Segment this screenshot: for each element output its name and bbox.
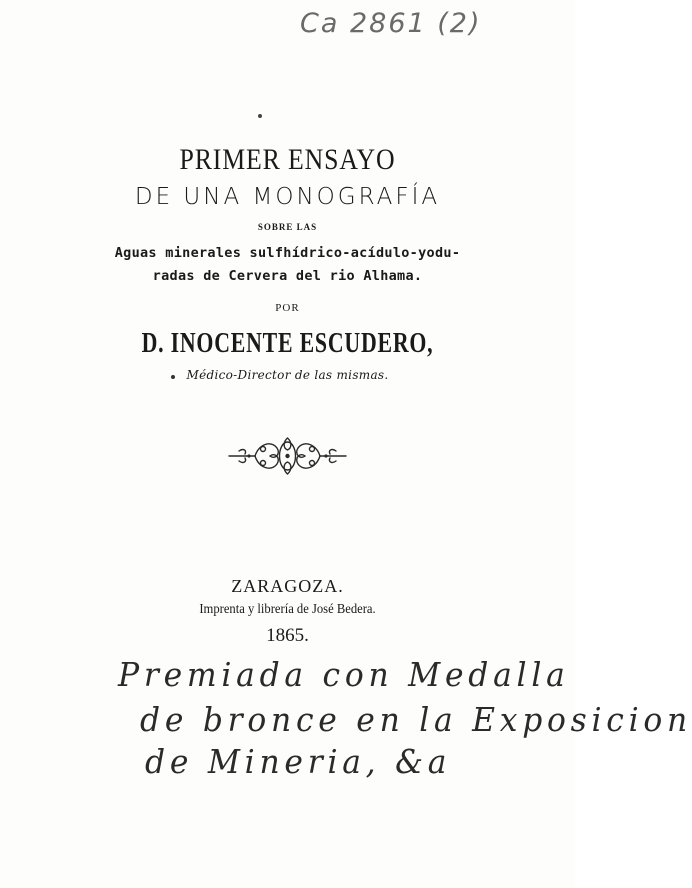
ornament-flourish-icon (225, 432, 350, 480)
handwritten-note-line-3: de Mineria, &a (145, 742, 452, 781)
printer-dot (258, 114, 262, 118)
shelfmark-handwritten: Ca 2861 (2) (300, 8, 482, 39)
handwritten-note-line-2: de bronce en la Exposicion (140, 700, 692, 739)
title-line-1: PRIMER ENSAYO (179, 143, 396, 176)
subject-line-2: radas de Cervera del rio Alhama. (152, 268, 423, 284)
byline-por: POR (275, 302, 300, 314)
imprint-year: 1865. (266, 625, 309, 646)
subject-line-1: Aguas minerales sulfhídrico-acídulo-yodu- (114, 245, 461, 261)
imprint-printer: Imprenta y librería de José Bedera. (199, 602, 376, 617)
title-line-2: DE UNA MONOGRAFÍA (134, 184, 441, 210)
handwritten-note-line-1: Premiada con Medalla (118, 655, 570, 694)
title-sobre: SOBRE LAS (257, 222, 318, 232)
author-role: Médico-Director de las mismas. (186, 368, 389, 382)
author-name: D. INOCENTE ESCUDERO, (141, 328, 434, 359)
imprint-city: ZARAGOZA. (231, 576, 344, 596)
